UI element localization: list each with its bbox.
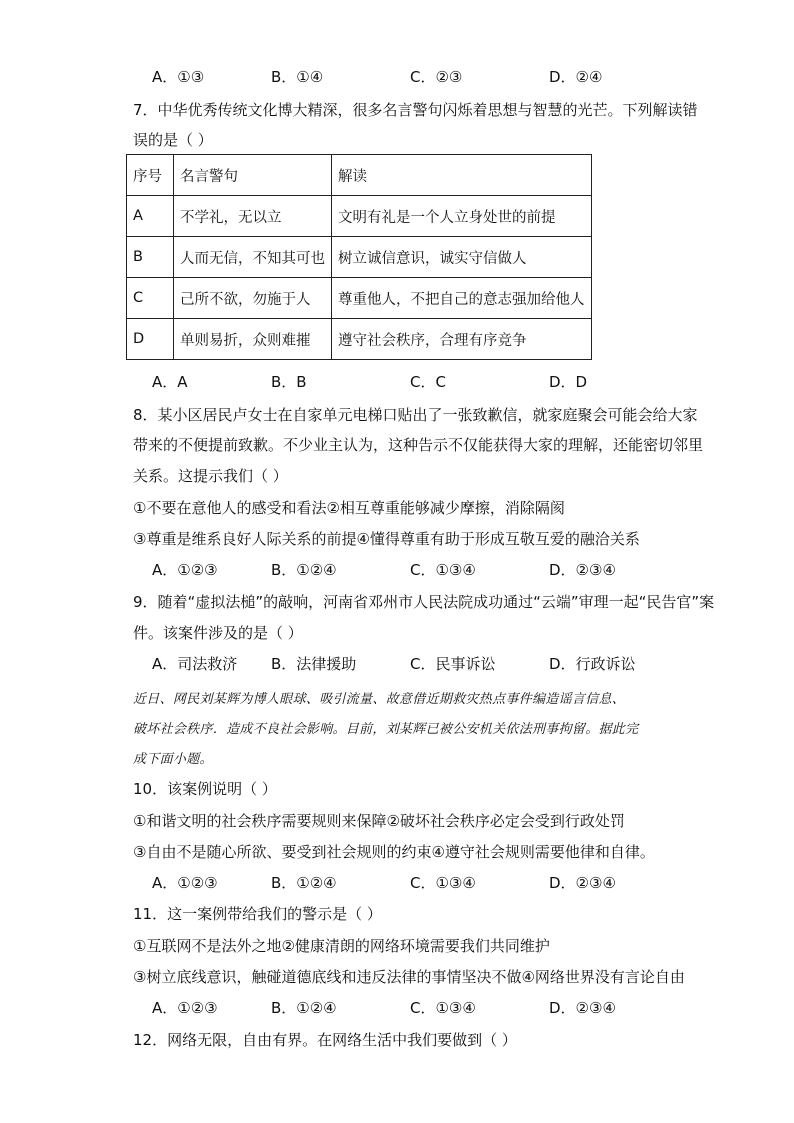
q8-statement-line1: ①不要在意他人的感受和看法②相互尊重能够减少摩擦，消除隔阂 (133, 499, 565, 517)
table-cell: 树立诚信意识，诚实守信做人 (332, 237, 592, 278)
q7-stem-line2: 误的是（ ） (133, 131, 213, 149)
table-cell: 不学礼，无以立 (174, 196, 332, 237)
q6-option-a: A．①③ (152, 68, 205, 86)
table-header-cell: 序号 (127, 155, 174, 196)
q10-statement-line1: ①和谐文明的社会秩序需要规则来保障②破坏社会秩序必定会受到行政处罚 (133, 812, 625, 830)
table-header-row (127, 155, 592, 196)
q8-stem-line1: 8．某小区居民卢女士在自家单元电梯口贴出了一张致歉信，就家庭聚会可能会给大家 (133, 406, 698, 424)
q7-option-b: B．B (271, 373, 307, 391)
table-header-cell: 名言警句 (174, 155, 332, 196)
table-cell: 单则易折，众则难摧 (174, 319, 332, 360)
q11-option-c: C．①③④ (410, 999, 476, 1017)
table-cell: 尊重他人，不把自己的意志强加给他人 (332, 278, 592, 319)
q7-stem-line1: 7．中华优秀传统文化博大精深，很多名言警句闪烁着思想与智慧的光芒。下列解读错 (133, 101, 698, 119)
table-cell: 遵守社会秩序，合理有序竞争 (332, 319, 592, 360)
q10-statement-line2: ③自由不是随心所欲、要受到社会规则的约束④遵守社会规则需要他律和自律。 (133, 843, 655, 861)
q9-option-b: B．法律援助 (271, 655, 357, 673)
table-row (127, 196, 592, 237)
q6-option-b: B．①④ (271, 68, 324, 86)
q10-stem-line1: 10．该案例说明（ ） (133, 780, 277, 798)
material-line3: 成下面小题。 (133, 752, 213, 767)
q6-option-d: D．②④ (549, 68, 603, 86)
q7-option-d: D．D (549, 373, 588, 391)
q9-option-a: A．司法救济 (152, 655, 238, 673)
q8-option-a: A．①②③ (152, 561, 218, 579)
q8-option-c: C．①③④ (410, 561, 476, 579)
table-cell: 人而无信，不知其可也 (174, 237, 332, 278)
q8-stem-line3: 关系。这提示我们（ ） (133, 467, 288, 485)
q9-stem-line2: 件。该案件涉及的是（ ） (133, 624, 303, 642)
table-row (127, 278, 592, 319)
table-cell: B (127, 237, 174, 278)
q11-stem-line1: 11．这一案例带给我们的警示是（ ） (133, 905, 382, 923)
table-row (127, 319, 592, 360)
q10-option-b: B．①②④ (271, 874, 337, 892)
q10-option-c: C．①③④ (410, 874, 476, 892)
q7-option-a: A．A (152, 373, 188, 391)
q11-statement-line2: ③树立底线意识，触碰道德底线和违反法律的事情坚决不做④网络世界没有言论自由 (133, 968, 685, 986)
q10-option-d: D．②③④ (549, 874, 616, 892)
material-line1: 近日、网民刘某辉为博人眼球、吸引流量、故意借近期救灾热点事件编造谣言信息、 (133, 692, 626, 707)
table-cell: C (127, 278, 174, 319)
q10-option-a: A．①②③ (152, 874, 218, 892)
q11-option-d: D．②③④ (549, 999, 616, 1017)
q8-stem-line2: 带来的不便提前致歉。不少业主认为，这种告示不仅能获得大家的理解，还能密切邻里 (133, 436, 704, 454)
q7-option-c: C．C (410, 373, 446, 391)
q11-option-b: B．①②④ (271, 999, 337, 1017)
q9-option-c: C．民事诉讼 (410, 655, 496, 673)
q9-stem-line1: 9．随着“虚拟法槌”的敲响，河南省邓州市人民法院成功通过“云端”审理一起“民告官”案 (133, 593, 715, 611)
q12-stem-line1: 12．网络无限，自由有界。在网络生活中我们要做到（ ） (133, 1031, 517, 1049)
q8-option-b: B．①②④ (271, 561, 337, 579)
material-line2: 破坏社会秩序．造成不良社会影响。目前，刘某辉已被公安机关依法刑事拘留。据此完 (133, 722, 639, 737)
q7-table (126, 154, 592, 360)
q8-statement-line2: ③尊重是维系良好人际关系的前提④懂得尊重有助于形成互敬互爱的融洽关系 (133, 530, 640, 548)
table-cell: 己所不欲，勿施于人 (174, 278, 332, 319)
table-header-cell: 解读 (332, 155, 592, 196)
table-cell: D (127, 319, 174, 360)
table-row (127, 237, 592, 278)
q6-option-c: C．②③ (410, 68, 463, 86)
table-cell: 文明有礼是一个人立身处世的前提 (332, 196, 592, 237)
q9-option-d: D．行政诉讼 (549, 655, 636, 673)
table-cell: A (127, 196, 174, 237)
q11-option-a: A．①②③ (152, 999, 218, 1017)
q11-statement-line1: ①互联网不是法外之地②健康清朗的网络环境需要我们共同维护 (133, 937, 550, 955)
q8-option-d: D．②③④ (549, 561, 616, 579)
